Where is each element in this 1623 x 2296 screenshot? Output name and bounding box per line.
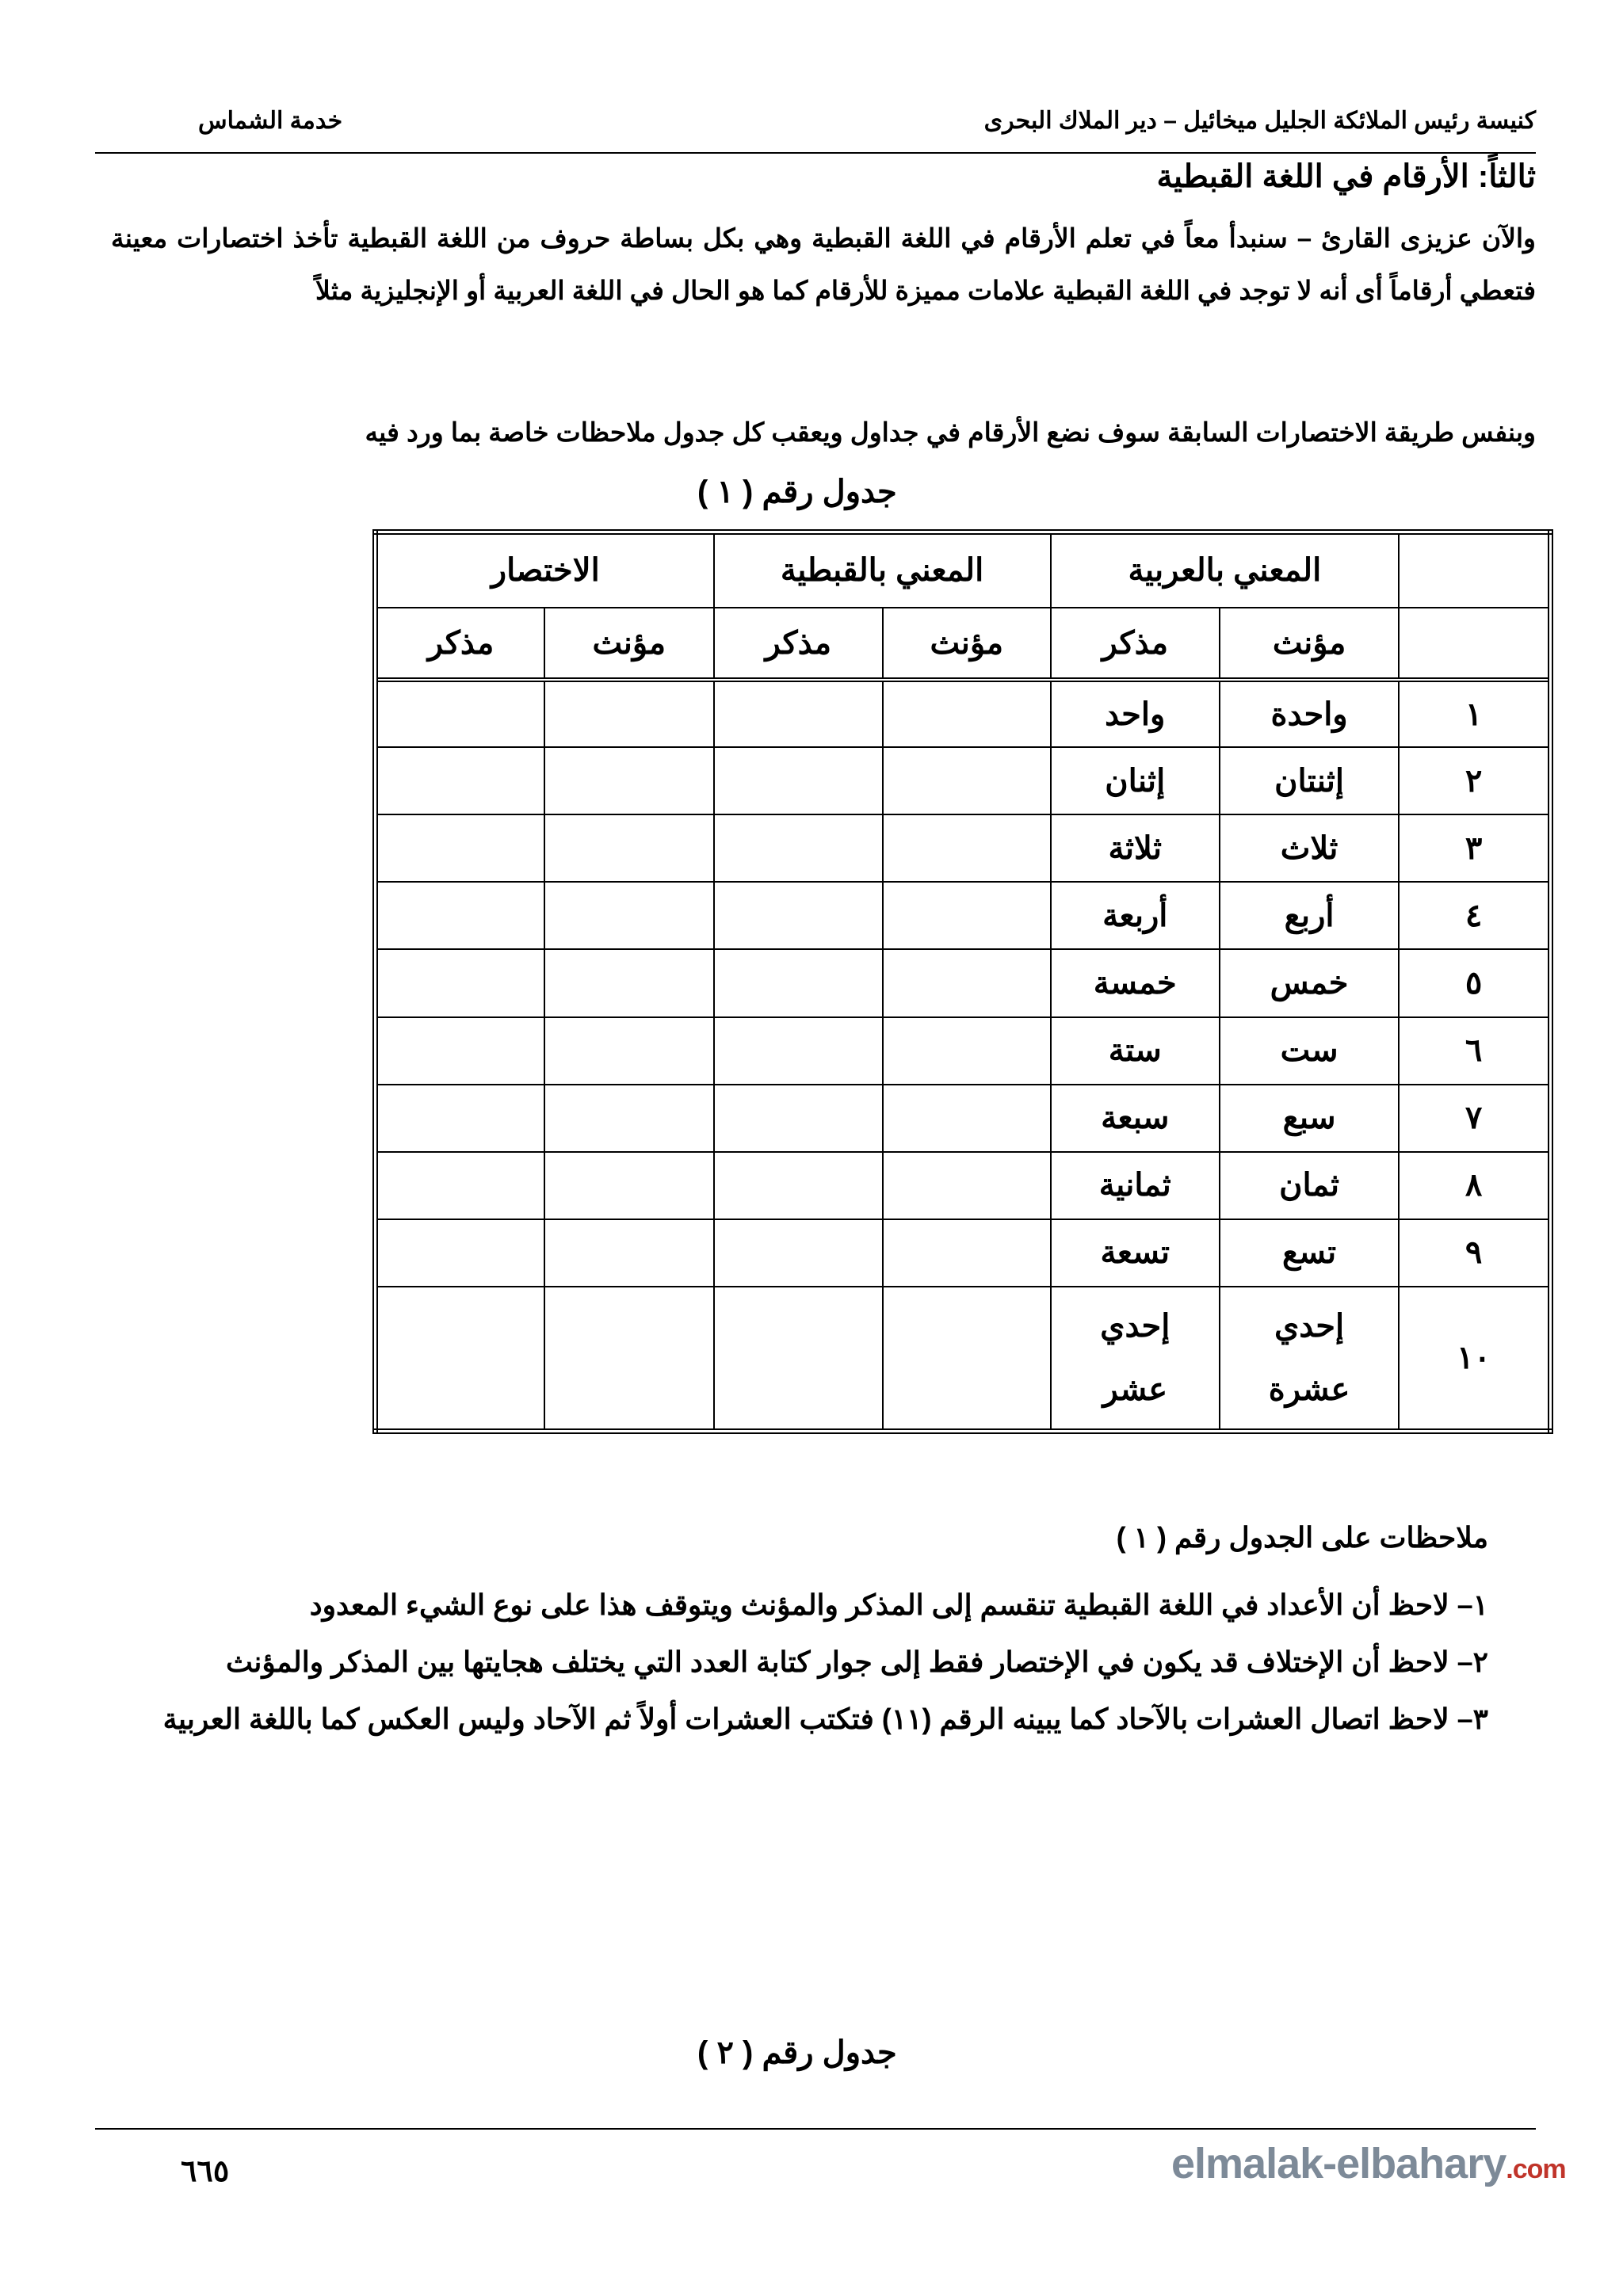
cell-arabic-fem: أربع <box>1220 882 1399 949</box>
cell-arabic-fem: إحدي عشرة <box>1220 1287 1399 1432</box>
row-number: ١ <box>1399 680 1550 747</box>
cell-abbr-fem <box>544 1219 714 1287</box>
cell-abbr-masc <box>376 949 545 1016</box>
cell-abbr-masc <box>376 747 545 814</box>
cell-arabic-fem: ثمان <box>1220 1152 1399 1219</box>
footer-rule <box>95 2128 1536 2130</box>
cell-abbr-fem <box>544 747 714 814</box>
cell-coptic-masc <box>714 882 884 949</box>
header-number-cell <box>1399 532 1550 608</box>
cell-abbr-masc <box>376 680 545 747</box>
cell-coptic-fem <box>883 680 1050 747</box>
cell-arabic-masc: تسعة <box>1051 1219 1220 1287</box>
row-number: ٢ <box>1399 747 1550 814</box>
cell-coptic-fem <box>883 814 1050 882</box>
cell-arabic-fem: إثنتان <box>1220 747 1399 814</box>
cell-coptic-masc <box>714 1017 884 1085</box>
subheader-fem: مؤنث <box>544 608 714 680</box>
subheader-fem: مؤنث <box>1220 608 1399 680</box>
cell-abbr-masc <box>376 1017 545 1085</box>
cell-abbr-fem <box>544 1017 714 1085</box>
intro-paragraph-2: وبنفس طريقة الاختصارات السابقة سوف نضع الأرقام في جداول ويعقب كل جدول ملاحظات خاصة بما ورد فيه <box>365 418 1536 447</box>
row-number: ١٠ <box>1399 1287 1550 1432</box>
subheader-fem: مؤنث <box>883 608 1050 680</box>
cell-abbr-fem <box>544 1152 714 1219</box>
cell-abbr-fem <box>544 1287 714 1432</box>
row-number: ٤ <box>1399 882 1550 949</box>
table-row <box>376 949 1551 1016</box>
cell-arabic-masc: أربعة <box>1051 882 1220 949</box>
cell-arabic-fem: ثلاث <box>1220 814 1399 882</box>
row-number: ٦ <box>1399 1017 1550 1085</box>
cell-coptic-fem <box>883 747 1050 814</box>
table1-caption: جدول رقم ( ١ ) <box>697 475 897 509</box>
table2-caption: جدول رقم ( ٢ ) <box>697 2035 897 2070</box>
cell-abbr-fem <box>544 814 714 882</box>
table-row <box>376 814 1551 882</box>
cell-coptic-fem <box>883 1152 1050 1219</box>
header-arabic-meaning: المعني بالعربية <box>1051 532 1400 608</box>
table-subheader-row <box>376 608 1551 680</box>
page-number: ٦٦٥ <box>181 2155 230 2188</box>
note-item: ٣– لاحظ اتصال العشرات بالآحاد كما يبينه الرقم (١١) فتكتب العشرات أولاً ثم الآحاد وليس العكس كما باللغة العربية <box>162 1703 1488 1735</box>
cell-coptic-masc <box>714 1219 884 1287</box>
cell-coptic-masc <box>714 949 884 1016</box>
cell-arabic-masc: ستة <box>1051 1017 1220 1085</box>
notes-list <box>111 1577 1488 1748</box>
cell-arabic-masc: ثلاثة <box>1051 814 1220 882</box>
cell-abbr-masc <box>376 1152 545 1219</box>
subheader-masc: مذكر <box>714 608 884 680</box>
row-number: ٨ <box>1399 1152 1550 1219</box>
row-number: ٩ <box>1399 1219 1550 1287</box>
subheader-masc: مذكر <box>1051 608 1220 680</box>
table-header-row <box>376 532 1551 608</box>
cell-coptic-masc <box>714 1085 884 1152</box>
table-row <box>376 882 1551 949</box>
cell-abbr-masc <box>376 814 545 882</box>
cell-arabic-fem: ست <box>1220 1017 1399 1085</box>
cell-abbr-fem <box>544 1085 714 1152</box>
row-number: ٥ <box>1399 949 1550 1016</box>
table-row <box>376 747 1551 814</box>
table-row <box>376 1085 1551 1152</box>
table-row <box>376 1287 1551 1432</box>
table-row <box>376 1152 1551 1219</box>
cell-coptic-fem <box>883 1085 1050 1152</box>
numbers-table <box>372 529 1553 1434</box>
cell-abbr-masc <box>376 1287 545 1432</box>
note-item: ٢– لاحظ أن الإختلاف قد يكون في الإختصار فقط إلى جوار كتابة العدد التي يختلف هجايتها بين المذكر والمؤنث <box>226 1646 1488 1678</box>
cell-abbr-fem <box>544 680 714 747</box>
cell-arabic-masc: خمسة <box>1051 949 1220 1016</box>
header-coptic-meaning: المعني بالقبطية <box>714 532 1051 608</box>
cell-abbr-masc <box>376 1219 545 1287</box>
table-row <box>376 1017 1551 1085</box>
section-heading: ثالثاً: الأرقام في اللغة القبطية <box>1156 159 1536 194</box>
cell-arabic-masc: واحد <box>1051 680 1220 747</box>
cell-arabic-fem: خمس <box>1220 949 1399 1016</box>
row-number: ٣ <box>1399 814 1550 882</box>
cell-arabic-fem: تسع <box>1220 1219 1399 1287</box>
subheader-number-cell <box>1399 608 1550 680</box>
cell-coptic-fem <box>883 882 1050 949</box>
header-abbreviation: الاختصار <box>376 532 714 608</box>
logo-main: elmalak-elbahary <box>1171 2140 1507 2187</box>
cell-coptic-fem <box>883 1017 1050 1085</box>
site-logo <box>1171 2139 1566 2188</box>
cell-arabic-masc: إثنان <box>1051 747 1220 814</box>
cell-coptic-masc <box>714 814 884 882</box>
cell-abbr-masc <box>376 882 545 949</box>
notes-title: ملاحظات على الجدول رقم ( ١ ) <box>1116 1521 1488 1554</box>
header-rule <box>95 152 1536 154</box>
cell-abbr-fem <box>544 949 714 1016</box>
intro-paragraph: والآن عزيزى القارئ – سنبدأ معاً في تعلم الأرقام في اللغة القبطية وهي بكل بساطة حروف من اللغة القبطية تأخذ اختصارات معينة فتعطي أرقاماً أى أنه لا توجد في اللغة القبطية علامات مميزة للأرقام كما هو الحال في اللغة العربية أو الإنجليزية مثلاً <box>111 223 1536 305</box>
subheader-masc: مذكر <box>376 608 545 680</box>
cell-arabic-fem: واحدة <box>1220 680 1399 747</box>
cell-coptic-masc <box>714 680 884 747</box>
cell-arabic-masc: سبعة <box>1051 1085 1220 1152</box>
table-row <box>376 1219 1551 1287</box>
cell-coptic-masc <box>714 1287 884 1432</box>
cell-coptic-fem <box>883 1287 1050 1432</box>
table-row <box>376 680 1551 747</box>
logo-suffix: .com <box>1506 2154 1566 2184</box>
cell-coptic-masc <box>714 1152 884 1219</box>
cell-abbr-fem <box>544 882 714 949</box>
row-number: ٧ <box>1399 1085 1550 1152</box>
cell-arabic-fem: سبع <box>1220 1085 1399 1152</box>
header-service-title: خدمة الشماس <box>198 108 343 134</box>
cell-arabic-masc: ثمانية <box>1051 1152 1220 1219</box>
note-item: ١– لاحظ أن الأعداد في اللغة القبطية تنقسم إلى المذكر والمؤنث ويتوقف هذا على نوع الشيء المعدود <box>309 1589 1488 1621</box>
cell-abbr-masc <box>376 1085 545 1152</box>
header-church-title: كنيسة رئيس الملائكة الجليل ميخائيل – دير الملاك البحرى <box>983 108 1536 134</box>
cell-coptic-masc <box>714 747 884 814</box>
cell-coptic-fem <box>883 949 1050 1016</box>
cell-arabic-masc: إحدي عشر <box>1051 1287 1220 1432</box>
cell-coptic-fem <box>883 1219 1050 1287</box>
